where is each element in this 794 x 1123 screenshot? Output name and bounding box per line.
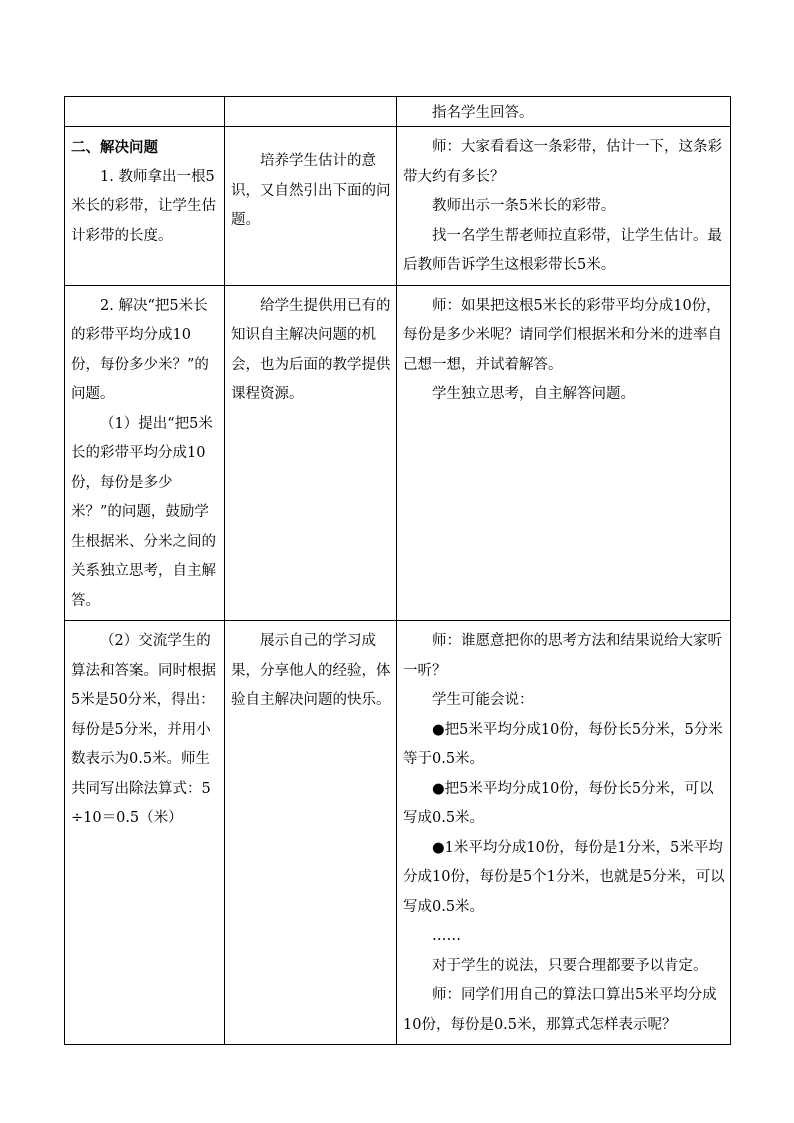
paragraph: ●把5米平均分成10份，每份长5分米，5分米等于0.5米。: [403, 721, 723, 767]
paragraph: 2. 解决“把5米长的彩带平均分成10份，每份多少米？”的问题。: [71, 297, 209, 402]
paragraph: 学生可能会说：: [432, 692, 534, 708]
paragraph: 师：大家看看这一条彩带，估计一下，这条彩带大约有多长？: [403, 139, 722, 185]
dialogue-cell: [397, 621, 731, 1045]
paragraph: 教师出示一条5米长的彩带。: [432, 198, 616, 214]
dialogue-cell: [397, 285, 731, 621]
table-row: [65, 285, 731, 621]
paragraph: 展示自己的学习成果，分享他人的经验，体验自主解决问题的快乐。: [231, 633, 391, 708]
paragraph: 师：同学们用自己的算法口算出5米平均分成10份，每份是0.5米，那算式怎样表示呢？: [403, 987, 717, 1033]
intent-cell: [225, 621, 397, 1045]
table-row: [65, 621, 731, 1045]
process-cell: [65, 97, 225, 127]
process-cell: [65, 127, 225, 286]
table-row: [65, 97, 731, 127]
intent-cell: [225, 97, 397, 127]
intent-cell: [225, 285, 397, 621]
paragraph: 指名学生回答。: [432, 105, 534, 121]
paragraph: 学生独立思考，自主解答问题。: [432, 386, 635, 402]
process-cell: [65, 621, 225, 1045]
paragraph: 找一名学生帮老师拉直彩带，让学生估计。最后教师告诉学生这根彩带长5米。: [403, 227, 722, 273]
lesson-plan-table: [64, 96, 731, 1045]
paragraph: ●1米平均分成10份，每份是1分米，5米平均分成10份，每份是5个1分米，也就是5分米，可以写成0.5米。: [403, 839, 725, 915]
dialogue-cell: [397, 97, 731, 127]
dialogue-cell: [397, 127, 731, 286]
section-heading: 二、解决问题: [71, 139, 158, 156]
paragraph: 培养学生估计的意识，又自然引出下面的问题。: [231, 153, 391, 228]
process-cell: [65, 285, 225, 621]
paragraph: 1. 教师拿出一根5米长的彩带，让学生估计彩带的长度。: [71, 168, 216, 244]
paragraph: 给学生提供用已有的知识自主解决问题的机会，也为后面的教学提供课程资源。: [231, 297, 391, 402]
paragraph: 师：谁愿意把你的思考方法和结果说给大家听一听？: [403, 633, 722, 679]
paragraph: （1）提出“把5米长的彩带平均分成10份，每份是多少米？”的问题，鼓励学生根据米、分米之间的关系独立思考，自主解答。: [71, 415, 216, 609]
paragraph: ●把5米平均分成10份，每份长5分米，可以写成0.5米。: [403, 780, 714, 826]
table-row: [65, 127, 731, 286]
intent-cell: [225, 127, 397, 286]
paragraph: 对于学生的说法，只要合理都要予以肯定。: [432, 957, 708, 974]
paragraph: 师：如果把这根5米长的彩带平均分成10份，每份是多少米呢？请同学们根据米和分米的进率自己想一想，并试着解答。: [403, 297, 722, 373]
paragraph: （2）交流学生的算法和答案。同时根据5米是50分米，得出：每份是5分米，并用小数表示为0.5米。师生共同写出除法算式：5÷10＝0.5（米）: [71, 633, 216, 826]
paragraph: ……: [432, 928, 461, 944]
